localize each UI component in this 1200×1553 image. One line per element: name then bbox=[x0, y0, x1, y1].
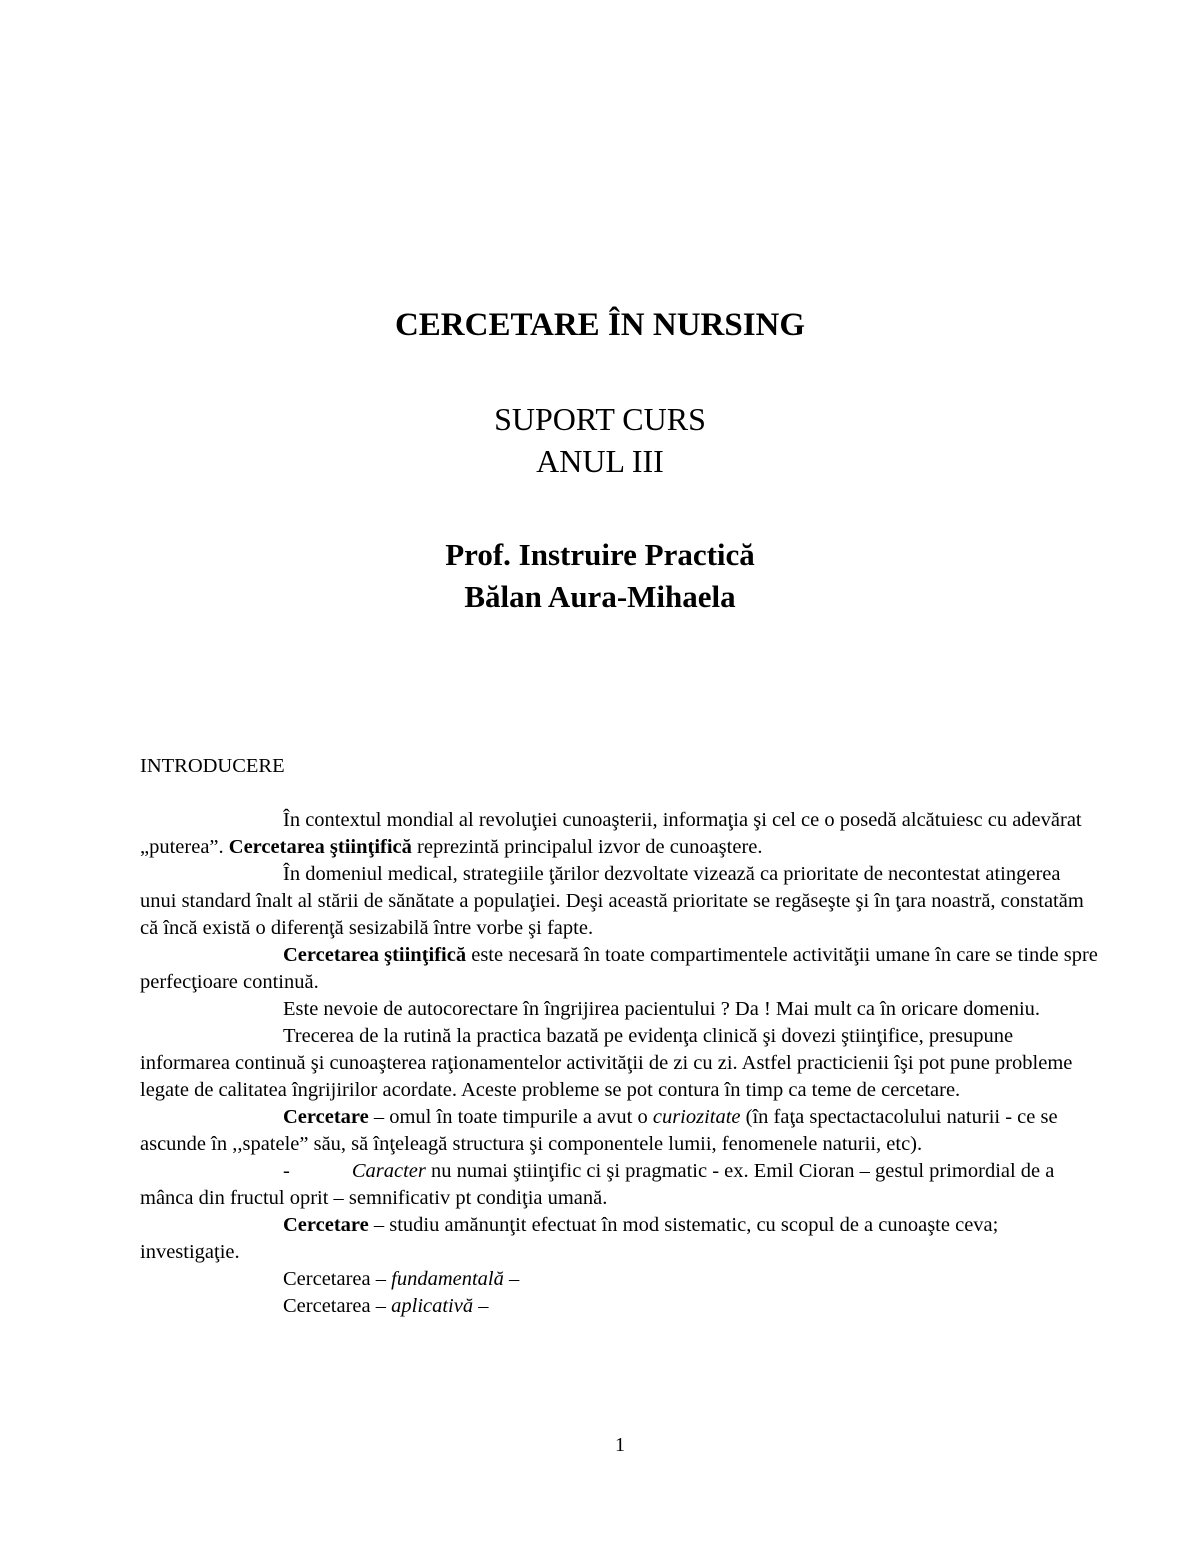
paragraph-6-italic: curiozitate bbox=[652, 1106, 741, 1128]
paragraph-7-text: nu numai ştiinţific ci şi pragmatic - ex. Emil Cioran – gestul primordial de a mânca din fructul oprit – semnificativ pt condiţia umană. bbox=[140, 1160, 1055, 1209]
paragraph-6-bold: Cercetare bbox=[283, 1106, 369, 1128]
section-heading: INTRODUCERE bbox=[140, 755, 285, 777]
paragraph-10-text-a: Cercetarea – bbox=[283, 1295, 392, 1317]
paragraph-4: Este nevoie de autocorectare în îngrijirea pacientului ? Da ! Mai mult ca în oricare domeniu. bbox=[283, 998, 1041, 1020]
paragraph-1-bold: Cercetarea ştiinţifică bbox=[228, 836, 412, 858]
paragraph-2: În domeniul medical, strategiile ţărilor dezvoltate vizează ca prioritate de necontestat atingerea unui standard înalt al stării de sănătate a populaţiei. Deşi această prioritate se regăseşte şi în ţara noastră, constatăm că încă există o diferenţă sesizabilă între vorbe şi fapte. bbox=[140, 863, 1084, 939]
paragraph-8 bbox=[140, 1212, 1100, 1266]
author-role: Prof. Instruire Practică bbox=[445, 537, 755, 572]
paragraph-9-text-a: Cercetarea – bbox=[283, 1268, 392, 1290]
paragraph-1-text-a: În contextul mondial al revoluţiei cunoaşterii, informaţia şi cel ce o posedă alcătuiesc cu adevărat „puterea”. bbox=[140, 809, 1082, 858]
paragraph-9 bbox=[140, 1266, 1100, 1293]
paragraph-6-text-a: – omul în toate timpurile a avut o bbox=[368, 1106, 653, 1128]
document-body bbox=[140, 753, 1100, 1320]
paragraph-10-italic: aplicativă bbox=[391, 1295, 474, 1317]
paragraph-1-text-b: reprezintă principalul izvor de cunoaştere. bbox=[411, 836, 763, 858]
paragraph-1 bbox=[140, 807, 1100, 861]
paragraph-9-italic: fundamentală bbox=[391, 1268, 504, 1290]
page-number: 1 bbox=[615, 1434, 625, 1456]
paragraph-3 bbox=[140, 942, 1100, 996]
paragraph-8-bold: Cercetare bbox=[283, 1214, 369, 1236]
paragraph-8-text: – studiu amănunţit efectuat în mod sistematic, cu scopul de a cunoaşte ceva; investigaţie. bbox=[140, 1214, 999, 1263]
paragraph-3-text: este necesară în toate compartimentele activităţii umane în care se tinde spre perfecţioare continuă. bbox=[140, 944, 1098, 993]
paragraph-6 bbox=[140, 1104, 1100, 1158]
subtitle-year: ANUL III bbox=[536, 443, 664, 479]
paragraph-5: Trecerea de la rutină la practica bazată pe evidenţa clinică şi dovezi ştiinţifice, presupune informarea continuă şi cunoaşterea raţionamentelor activităţii de zi cu zi. Astfel practicienii îşi pot pune probleme legate de calitatea îngrijirilor acordate. Aceste probleme se pot contura în timp ca teme de cercetare. bbox=[140, 1025, 1073, 1101]
paragraph-9-text-b: – bbox=[503, 1268, 520, 1290]
subtitle-course: SUPORT CURS bbox=[494, 401, 706, 437]
paragraph-7-dash: - bbox=[283, 1160, 290, 1182]
paragraph-3-bold: Cercetarea ştiinţifică bbox=[283, 944, 467, 966]
document-title: CERCETARE ÎN NURSING bbox=[394, 307, 806, 343]
author-name: Bălan Aura-Mihaela bbox=[464, 579, 736, 614]
paragraph-7-italic: Caracter bbox=[351, 1160, 426, 1182]
paragraph-10-text-b: – bbox=[473, 1295, 489, 1317]
paragraph-10 bbox=[140, 1293, 1100, 1320]
paragraph-7 bbox=[140, 1158, 1100, 1212]
paragraph-6-text-b: (în faţa spectactacolului naturii - ce se ascunde în ,,spatele” său, să înţeleagă structura şi componentele lumii, fenomenele naturii, etc). bbox=[140, 1106, 1058, 1155]
